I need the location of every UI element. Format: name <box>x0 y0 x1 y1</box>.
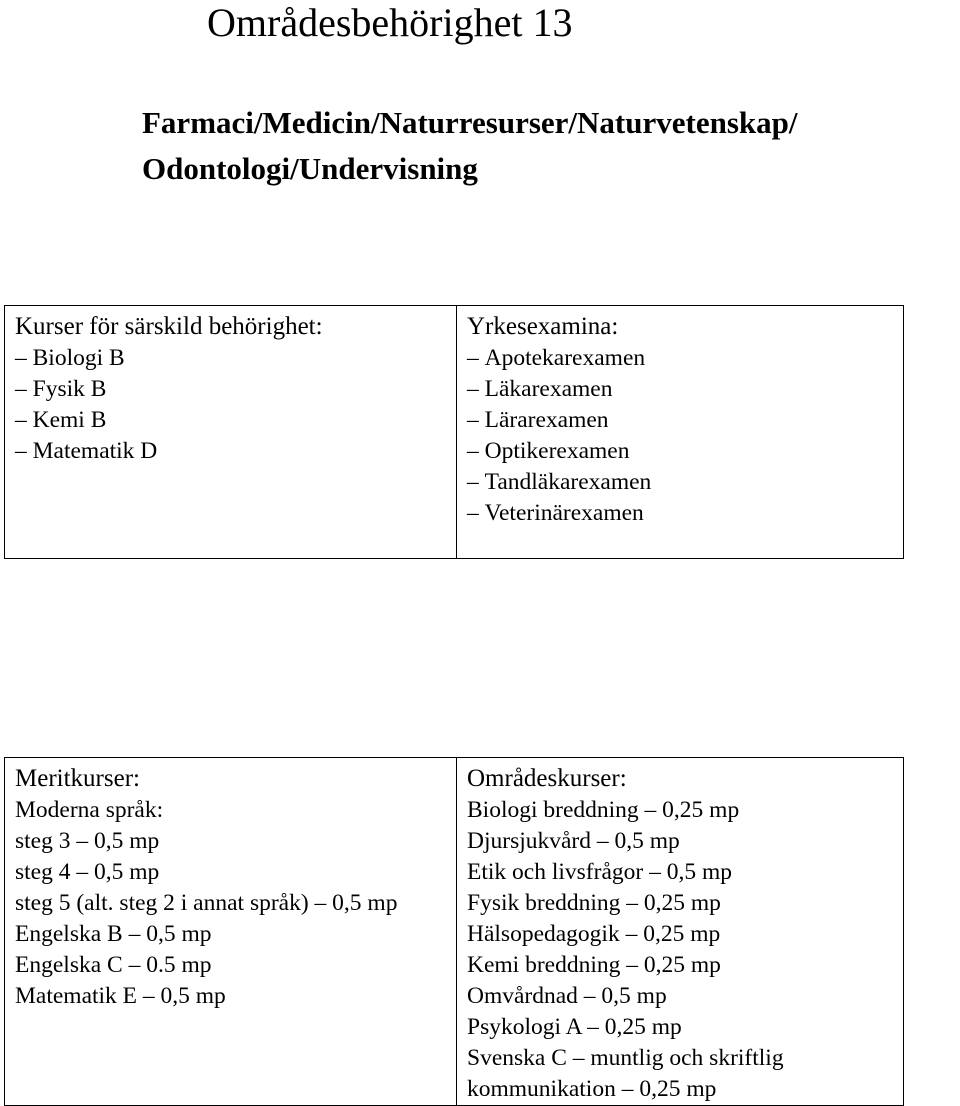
page-title: Områdesbehörighet 13 <box>207 0 573 45</box>
degree-item: – Veterinärexamen <box>467 498 897 529</box>
degree-item: – Läkarexamen <box>467 374 897 405</box>
area-course-item: Kemi breddning – 0,25 mp <box>467 952 721 978</box>
special-course-item: – Fysik B <box>15 374 450 405</box>
merit-course-item: Engelska B – 0,5 mp <box>15 921 212 947</box>
area-course-item: Svenska C – muntlig och skriftlig kommunikation – 0,25 mp <box>467 1045 784 1102</box>
merit-course-item: Moderna språk: <box>15 797 164 823</box>
requirements-table <box>4 305 904 559</box>
area-course-item: Psykologi A – 0,25 mp <box>467 1014 682 1040</box>
area-course-item: Biologi breddning – 0,25 mp <box>467 797 740 823</box>
area-course-item: Omvårdnad – 0,5 mp <box>467 983 667 1009</box>
degree-item: – Optikerexamen <box>467 436 897 467</box>
degree-item: – Tandläkarexamen <box>467 467 897 498</box>
merit-course-item: Matematik E – 0,5 mp <box>15 983 226 1009</box>
page-subtitle: Farmaci/Medicin/Naturresurser/Naturvetenskap/ Odontologi/Undervisning <box>142 105 798 186</box>
special-courses-heading: Kurser för särskild behörighet: <box>15 313 323 340</box>
area-course-item: Djursjukvård – 0,5 mp <box>467 828 680 854</box>
area-course-item: Fysik breddning – 0,25 mp <box>467 890 721 916</box>
merit-course-item: Engelska C – 0.5 mp <box>15 952 212 978</box>
merit-courses-cell <box>5 758 457 1106</box>
area-course-item: Etik och livsfrågor – 0,5 mp <box>467 859 732 885</box>
merit-course-item: steg 5 (alt. steg 2 i annat språk) – 0,5 mp <box>15 890 398 916</box>
special-course-item: – Kemi B <box>15 405 450 436</box>
requirements-row <box>5 306 904 559</box>
merit-row <box>5 758 904 1106</box>
area-course-item: Hälsopedagogik – 0,25 mp <box>467 921 721 947</box>
special-course-item: – Biologi B <box>15 343 450 374</box>
degree-item: – Lärarexamen <box>467 405 897 436</box>
merit-course-item: steg 4 – 0,5 mp <box>15 859 160 885</box>
professional-degrees-list <box>467 343 897 529</box>
special-courses-cell <box>5 306 457 559</box>
professional-degrees-heading: Yrkesexamina: <box>467 313 619 340</box>
area-courses-list <box>467 795 897 1105</box>
special-courses-list <box>15 343 450 467</box>
merit-courses-heading: Meritkurser: <box>15 765 140 792</box>
merit-course-item: steg 3 – 0,5 mp <box>15 828 160 854</box>
area-courses-cell <box>457 758 904 1106</box>
special-course-item: – Matematik D <box>15 436 450 467</box>
professional-degrees-cell <box>457 306 904 559</box>
degree-item: – Apotekarexamen <box>467 343 897 374</box>
area-courses-heading: Områdeskurser: <box>467 765 627 792</box>
merit-table <box>4 757 904 1106</box>
merit-courses-list <box>15 795 450 1012</box>
